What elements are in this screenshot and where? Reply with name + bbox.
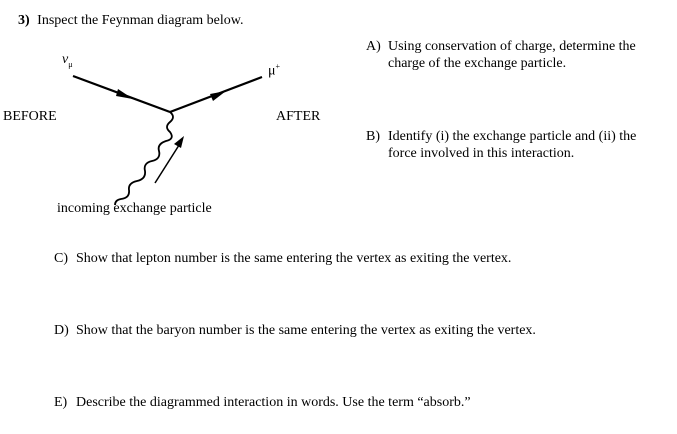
- part-e-text: Describe the diagrammed interaction in words. Use the term “absorb.”: [76, 395, 471, 410]
- part-d: [54, 322, 536, 339]
- part-b: [366, 128, 636, 162]
- part-a: [366, 38, 636, 72]
- question-number: 3): [18, 13, 30, 28]
- part-e-letter: E): [54, 395, 68, 410]
- part-a-letter: A): [366, 39, 381, 54]
- part-b-letter: B): [366, 129, 380, 144]
- exchange-boson-wavy-line: [115, 112, 173, 205]
- question-prompt: Inspect the Feynman diagram below.: [37, 13, 244, 28]
- outgoing-particle-label: μ+: [268, 62, 281, 79]
- part-d-letter: D): [54, 323, 69, 338]
- part-c-letter: C): [54, 251, 68, 266]
- exchange-direction-arrowhead: [174, 136, 184, 148]
- question-header: [18, 13, 243, 29]
- incoming-arrowhead: [116, 89, 133, 99]
- incoming-particle-label: $\nu_\mu$: [62, 52, 73, 69]
- part-a-text: Using conservation of charge, determine the charge of the exchange particle.: [388, 39, 636, 71]
- part-b-text: Identify (i) the exchange particle and (ii) the force involved in this interaction.: [388, 129, 637, 161]
- part-e: [54, 394, 471, 411]
- part-c-text: Show that lepton number is the same entering the vertex as exiting the vertex.: [76, 251, 512, 266]
- after-label: AFTER: [276, 109, 321, 124]
- exchange-particle-label: incoming exchange particle: [57, 201, 212, 216]
- outgoing-arrowhead: [210, 91, 226, 101]
- part-c: [54, 250, 511, 267]
- part-d-text: Show that the baryon number is the same entering the vertex as exiting the vertex.: [76, 323, 536, 338]
- before-label: BEFORE: [3, 109, 57, 124]
